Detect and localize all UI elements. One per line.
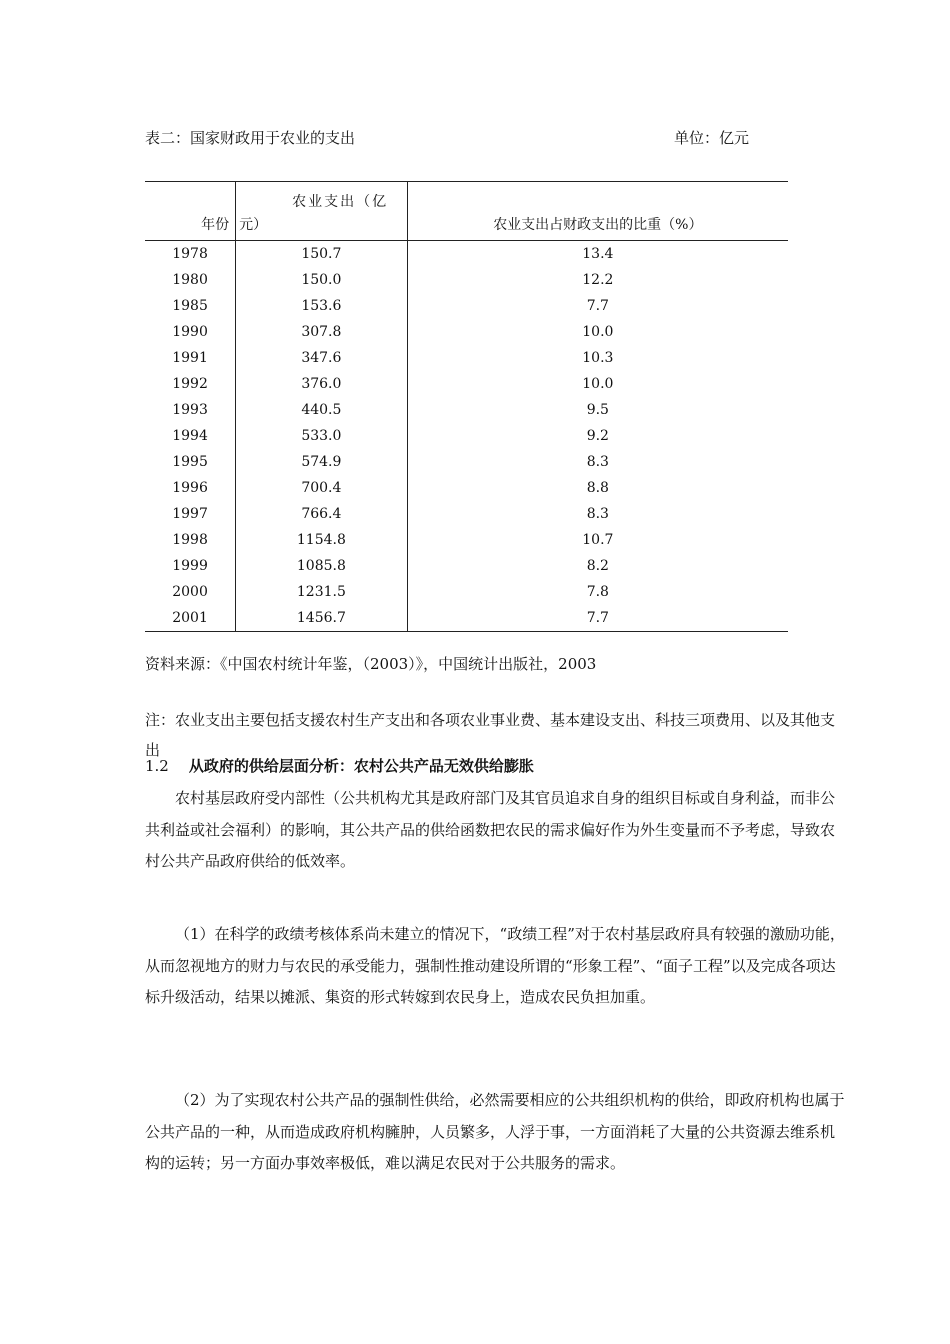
cell-ratio: 8.2: [586, 558, 609, 574]
cell-expenditure: 1456.7: [236, 605, 408, 632]
cell-year: 1992: [145, 371, 236, 397]
cell-year: 1994: [145, 423, 236, 449]
cell-ratio: 7.7: [586, 298, 609, 314]
cell-expenditure: 1085.8: [236, 553, 408, 579]
table-row: [145, 267, 788, 293]
cell-expenditure: 376.0: [236, 371, 408, 397]
table-caption: [145, 127, 749, 148]
cell-year: 1997: [145, 501, 236, 527]
table-body: [145, 241, 788, 632]
cell-year: 2000: [145, 579, 236, 605]
table-row: [145, 501, 788, 527]
section-number: 1.2: [145, 757, 169, 775]
cell-expenditure: 1154.8: [236, 527, 408, 553]
paragraph-point-2: （2）为了实现农村公共产品的强制性供给，必然需要相应的公共组织机构的供给，即政府机构也属于公共产品的一种，从而造成政府机构臃肿，人员繁多，人浮于事，一方面消耗了大量的公共资源去维系机构的运转；另一方面办事效率极低，难以满足农民对于公共服务的需求。: [145, 1091, 845, 1172]
cell-ratio: 10.3: [582, 350, 614, 366]
paragraph-point-1: （1）在科学的政绩考核体系尚未建立的情况下，“政绩工程”对于农村基层政府具有较强的激励功能，从而忽视地方的财力与农民的承受能力，强制性推动建设所谓的“形象工程”、“面子工程”以及完成各项达标升级活动，结果以摊派、集资的形式转嫁到农民身上，造成农民负担加重。: [145, 925, 845, 1006]
cell-expenditure: 150.0: [236, 267, 408, 293]
table-title: 表二：国家财政用于农业的支出: [145, 129, 356, 147]
table-row: [145, 345, 788, 371]
cell-expenditure: 153.6: [236, 293, 408, 319]
header-expenditure-line1: 农业支出（亿: [292, 194, 389, 210]
header-expenditure-line2: 元）: [239, 217, 268, 233]
cell-expenditure: 533.0: [236, 423, 408, 449]
section-title: 从政府的供给层面分析：农村公共产品无效供给膨胀: [188, 757, 534, 775]
cell-year: 1993: [145, 397, 236, 423]
cell-year: 1978: [145, 241, 236, 268]
cell-year: 1996: [145, 475, 236, 501]
data-source: 资料来源：《中国农村统计年鉴，（2003）》，中国统计出版社，2003: [145, 655, 597, 673]
cell-ratio: 8.3: [586, 506, 609, 522]
cell-year: 1998: [145, 527, 236, 553]
cell-year: 1990: [145, 319, 236, 345]
cell-expenditure: 766.4: [236, 501, 408, 527]
cell-expenditure: 150.7: [236, 241, 408, 268]
cell-expenditure: 307.8: [236, 319, 408, 345]
cell-expenditure: 1231.5: [236, 579, 408, 605]
cell-ratio: 12.2: [582, 272, 614, 288]
cell-year: 1995: [145, 449, 236, 475]
table-row: [145, 475, 788, 501]
cell-ratio: 8.8: [586, 480, 609, 496]
cell-ratio: 7.7: [407, 605, 788, 632]
cell-year: 1985: [145, 293, 236, 319]
table-row: [145, 397, 788, 423]
cell-expenditure: 440.5: [236, 397, 408, 423]
table-row: [145, 527, 788, 553]
paragraph-intro: 农村基层政府受内部性（公共机构尤其是政府部门及其官员追求自身的组织目标或自身利益，而非公共利益或社会福利）的影响，其公共产品的供给函数把农民的需求偏好作为外生变量而不予考虑，导致农村公共产品政府供给的低效率。: [145, 789, 836, 870]
table-row: [145, 605, 788, 632]
agriculture-expenditure-table: [145, 181, 788, 632]
table-row: [145, 553, 788, 579]
table-unit: 单位：亿元: [673, 129, 749, 147]
table-row: [145, 449, 788, 475]
cell-expenditure: 347.6: [236, 345, 408, 371]
cell-ratio: 10.0: [582, 376, 614, 392]
cell-year: 2001: [145, 605, 236, 632]
cell-expenditure: 574.9: [236, 449, 408, 475]
cell-year: 1999: [145, 553, 236, 579]
table-header-row: [145, 182, 788, 241]
cell-ratio: 9.2: [586, 428, 609, 444]
cell-year: 1980: [145, 267, 236, 293]
header-year: 年份: [145, 182, 236, 241]
cell-year: 1991: [145, 345, 236, 371]
table-row: [145, 293, 788, 319]
cell-ratio: 8.3: [586, 454, 609, 470]
cell-ratio: 9.5: [586, 402, 609, 418]
table-row: [145, 371, 788, 397]
cell-ratio: 13.4: [582, 246, 614, 262]
header-expenditure: [236, 182, 408, 241]
cell-ratio: 10.0: [582, 324, 614, 340]
table-row: [145, 579, 788, 605]
cell-ratio: 7.8: [586, 584, 609, 600]
table-row: [145, 423, 788, 449]
table-note: 注：农业支出主要包括支援农村生产支出和各项农业事业费、基本建设支出、科技三项费用、以及其他支出: [145, 711, 836, 759]
table-row: [145, 241, 788, 268]
header-ratio: 农业支出占财政支出的比重（%）: [407, 182, 788, 241]
section-heading: [145, 751, 845, 781]
cell-expenditure: 700.4: [236, 475, 408, 501]
cell-ratio: 10.7: [582, 532, 614, 548]
table-row: [145, 319, 788, 345]
